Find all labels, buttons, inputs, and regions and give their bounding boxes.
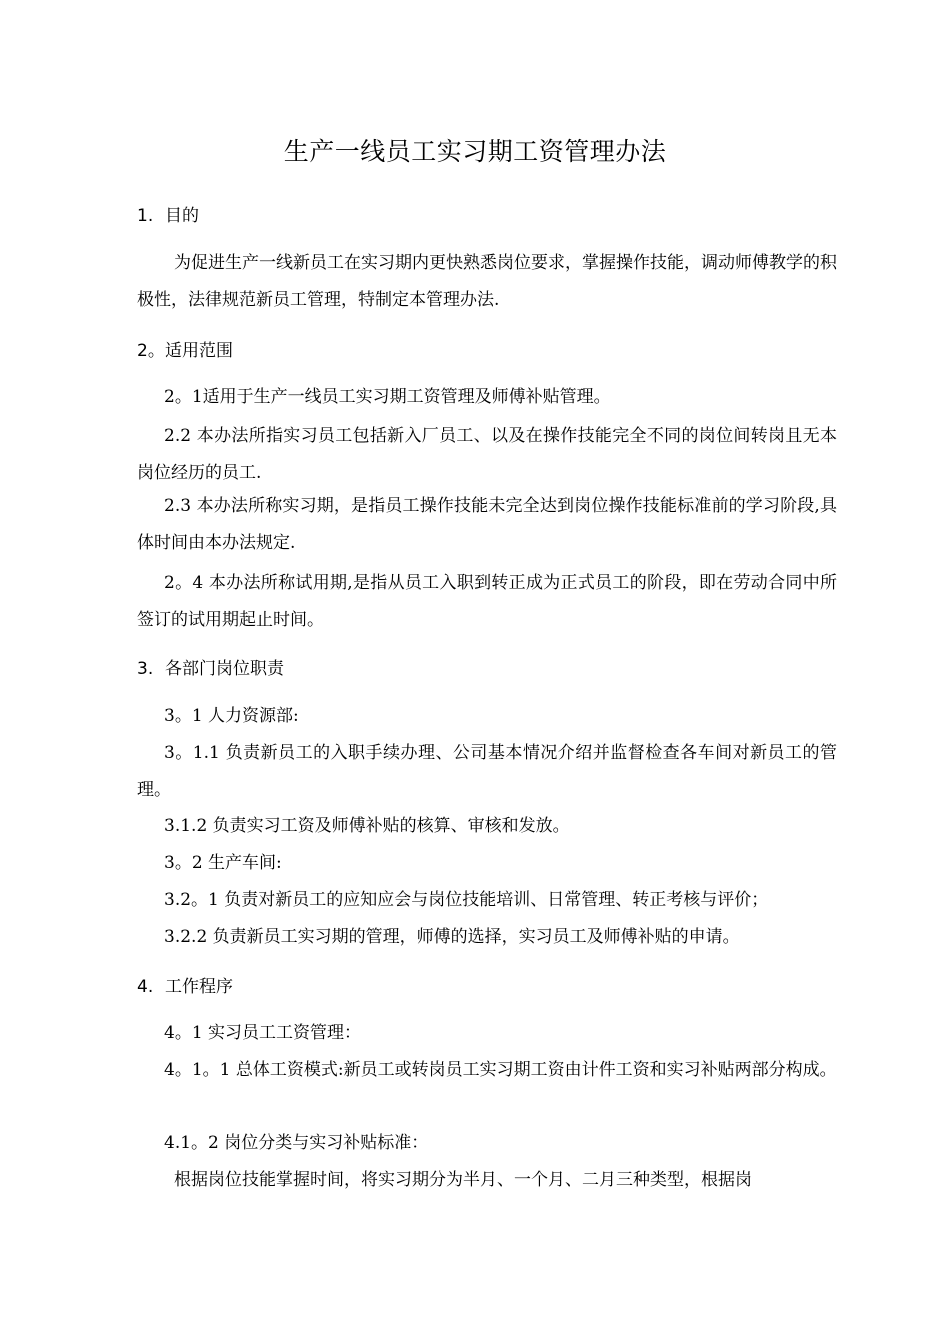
paragraph-3-2-1: 3.2。1 负责对新员工的应知应会与岗位技能培训、日常管理、转正考核与评价； [164,890,769,910]
section-label: 适用范围 [165,341,233,361]
section-label: 各部门岗位职责 [165,659,284,679]
paragraph-4-1-1: 4。1。1 总体工资模式:新员工或转岗员工实习期工资由计件工资和实习补贴两部分构成。 [164,1060,837,1080]
section-heading-4 [137,975,233,999]
document-title: 生产一线员工实习期工资管理办法 [283,137,667,166]
paragraph-2-3: 2.3 本办法所称实习期，是指员工操作技能未完全达到岗位操作技能标准前的学习阶段,具体时间由本办法规定. [137,496,837,553]
paragraph-2-1: 2。1适用于生产一线员工实习期工资管理及师傅补贴管理。 [164,387,611,407]
paragraph-3-1-1: 3。1.1 负责新员工的入职手续办理、公司基本情况介绍并监督检查各车间对新员工的管理。 [137,743,837,800]
paragraph-3-2-2: 3.2.2 负责新员工实习期的管理，师傅的选择，实习员工及师傅补贴的申请。 [164,927,740,947]
section-number: 4. [137,977,154,997]
section-number: 3. [137,659,154,679]
paragraph-2-2: 2.2 本办法所指实习员工包括新入厂员工、以及在操作技能完全不同的岗位间转岗且无本岗位经历的员工. [137,426,837,483]
section-heading-3 [137,657,284,681]
paragraph-4-text: 根据岗位技能掌握时间，将实习期分为半月、一个月、二月三种类型，根据岗 [174,1170,752,1190]
section-heading-2 [137,339,233,363]
paragraph-4-1: 4。1 实习员工工资管理： [164,1023,362,1043]
section-label: 目的 [165,206,199,226]
paragraph-3-2: 3。2 生产车间: [164,853,282,873]
section-number: 1. [137,206,154,226]
section-label: 工作程序 [165,977,233,997]
section-number: 2。 [137,341,165,361]
paragraph-purpose: 为促进生产一线新员工在实习期内更快熟悉岗位要求，掌握操作技能，调动师傅教学的积极性，法律规范新员工管理，特制定本管理办法. [137,253,837,310]
paragraph-2-4: 2。4 本办法所称试用期,是指从员工入职到转正成为正式员工的阶段，即在劳动合同中所签订的试用期起止时间。 [137,573,837,630]
paragraph-3-1: 3。1 人力资源部: [164,706,299,726]
paragraph-3-1-2: 3.1.2 负责实习工资及师傅补贴的核算、审核和发放。 [164,816,570,836]
section-heading-1 [137,204,199,228]
paragraph-4-1-2: 4.1。2 岗位分类与实习补贴标准： [164,1133,429,1153]
